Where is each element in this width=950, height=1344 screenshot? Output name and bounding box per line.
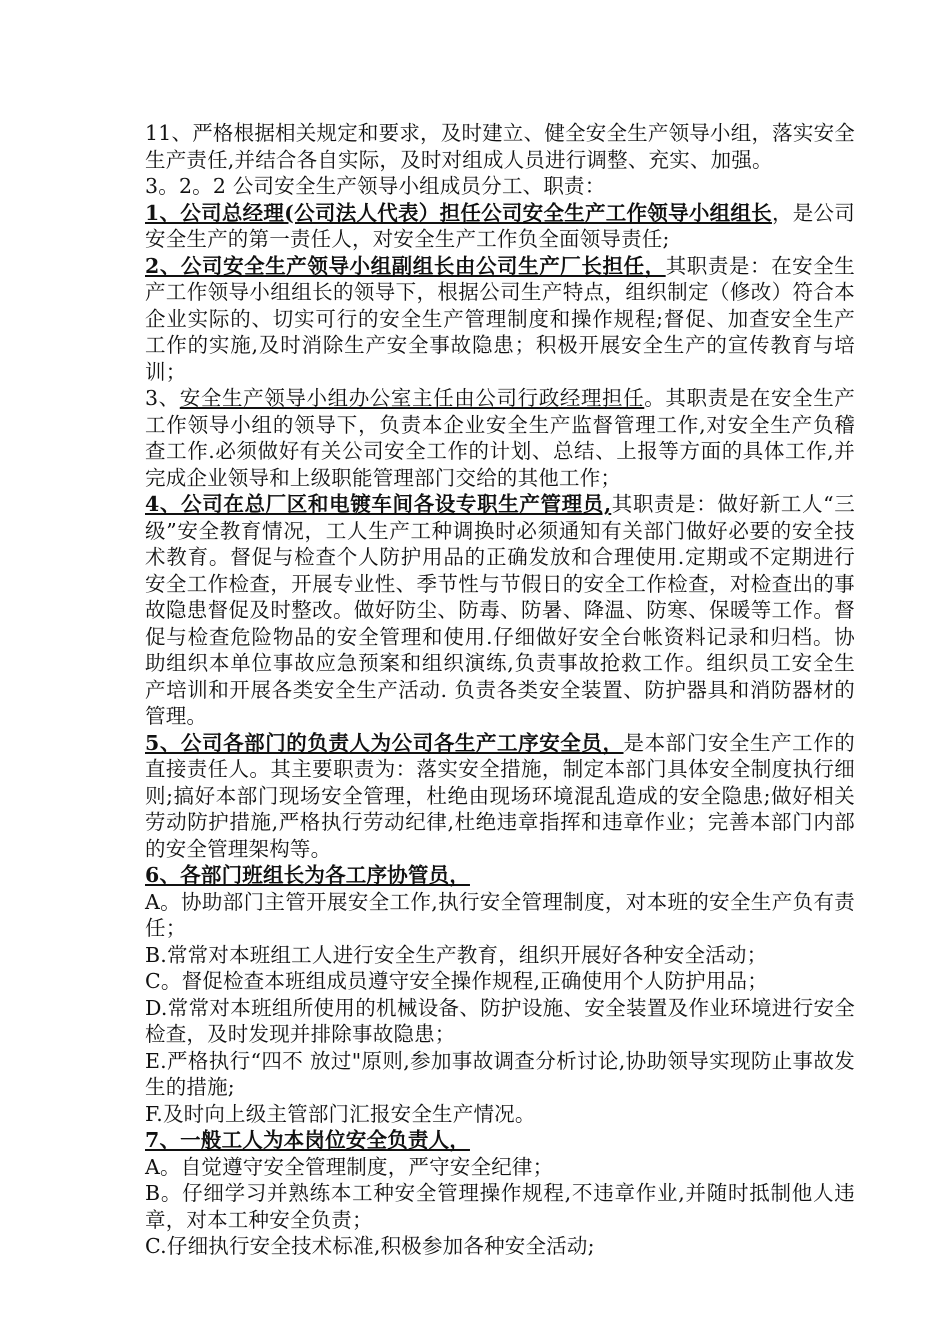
duty-heading: 1、公司总经理(公司法人代表）担任公司安全生产工作领导小组组长 (145, 200, 772, 225)
duty-workers (145, 1127, 855, 1154)
list-item: C.仔细执行安全技术标准,积极参加各种安全活动; (145, 1234, 595, 1258)
duty-text: 其职责是：在安全生产工作领导小组组长的领导下，根据公司生产特点，组织制定（修改）符合本企业实际的、切实可行的安全生产管理制度和操作规程;督促、加查安全生产工作的实施,及时消除生产安全事故隐患；积极开展安全生产的宣传教育与培训； (145, 253, 855, 384)
list-item: B.常常对本班组工人进行安全生产教育，组织开展好各种安全活动； (145, 942, 768, 967)
list-item: A。协助部门主管开展安全工作,执行安全管理制度，对本班的安全生产负有责任； (145, 889, 855, 940)
list-item: B。仔细学习并熟练本工种安全管理操作规程,不违章作业,并随时抵制他人违章，对本工种安全负责； (145, 1181, 855, 1232)
duty-text: ，是公司安全生产的第一责任人，对安全生产工作负全面领导责任; (145, 200, 855, 251)
duty-general-manager (145, 200, 855, 253)
duty-heading: 7、一般工人为本岗位安全负责人， (145, 1128, 470, 1152)
duty-heading: 6、各部门班组长为各工序协管员， (145, 863, 470, 887)
duty-text: 其职责是：做好新工人“三级”安全教育情况，工人生产工种调换时必须通知有关部门做好必要的安全技术教育。督促与检查个人防护用品的正确发放和合理使用.定期或不定期进行安全工作检查，开展专业性、季节性与节假日的安全工作检查，对检查出的事故隐患督促及时整改。做好防尘、防毒、防暑、降温、防寒、保暖等工作。督促与检查危险物品的安全管理和使用.仔细做好安全台帐资料记录和归档。协助组织本单位事故应急预案和组织演练,负责事故抢救工作。组织员工安全生产培训和开展各类安全生产活动. 负责各类安全装置、防护器具和消防器材的管理。 (145, 492, 855, 728)
section-heading-3-2-2: 3。2。2 公司安全生产领导小组成员分工、职责： (145, 174, 606, 198)
duty-department-heads (145, 730, 855, 863)
duty-text: 是本部门安全生产工作的直接责任人。其主要职责为：落实安全措施，制定本部门具体安全制度执行细则;搞好本部门现场安全管理，杜绝由现场环境混乱造成的安全隐患;做好相关劳动防护措施,严格执行劳动纪律,杜绝违章指挥和违章作业；完善本部门内部的安全管理架构等。 (145, 730, 855, 861)
paragraph-item-11: 11、严格根据相关规定和要求，及时建立、健全安全生产领导小组，落实安全生产责任,并结合各自实际，及时对组成人员进行调整、充实、加强。 (145, 121, 855, 172)
duty-team-leaders (145, 862, 855, 889)
list-item: D.常常对本班组所使用的机械设备、防护设施、安全装置及作业环境进行安全检查，及时发现并排除事故隐患； (145, 995, 855, 1046)
duty-heading: 安全生产领导小组办公室主任由公司行政经理担任 (179, 386, 645, 410)
list-item: C。督促检查本班组成员遵守安全操作规程,正确使用个人防护用品； (145, 969, 768, 993)
duty-office-director (145, 385, 855, 491)
duty-heading: 4、公司在总厂区和电镀车间各设专职生产管理员, (145, 492, 612, 516)
document-page (145, 120, 855, 1260)
duty-production-manager (145, 491, 855, 730)
list-item: E.严格执行“四不 放过"原则,参加事故调查分析讨论,协助领导实现防止事故发生的措施; (145, 1048, 855, 1099)
list-item: F.及时向上级主管部门汇报安全生产情况。 (145, 1101, 536, 1126)
duty-number: 3、 (145, 386, 180, 410)
duty-text: 。其职责是在安全生产工作领导小组的领导下，负责本企业安全生产监督管理工作,对安全生产负稽查工作.必须做好有关公司安全工作的计划、总结、上报等方面的具体工作,并完成企业领导和上级职能管理部门交给的其他工作； (145, 386, 856, 490)
list-item: A。自觉遵守安全管理制度，严守安全纪律； (145, 1154, 554, 1179)
duty-deputy-leader (145, 253, 855, 386)
duty-heading: 5、公司各部门的负责人为公司各生产工序安全员， (145, 730, 624, 755)
duty-heading: 2、公司安全生产领导小组副组长由公司生产厂长担任， (145, 253, 666, 278)
